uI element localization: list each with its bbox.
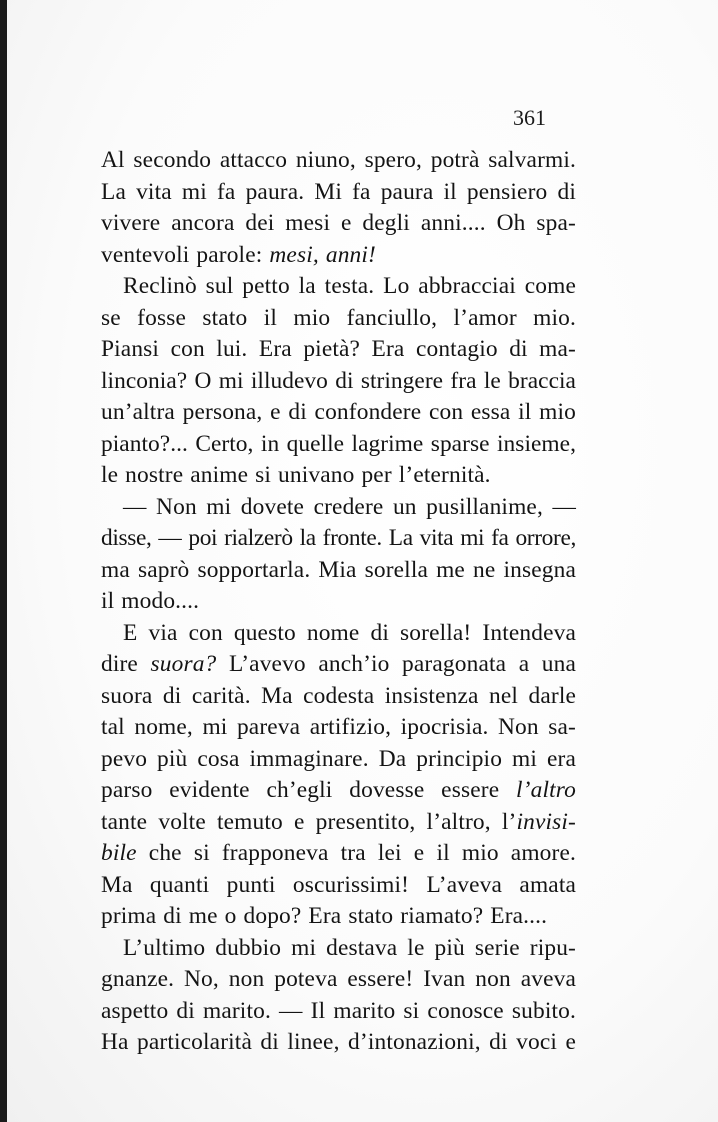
text-line: Ha particolarità di linee, d’intonazioni, di voci e (101, 1029, 576, 1055)
text-line: suora di carità. Ma codesta insistenza nel darle (101, 682, 576, 709)
text-line: tal nome, mi pareva artifizio, ipocrisia. Non sa- (101, 714, 576, 740)
text-line: se fosse stato il mio fanciullo, l’amor mio. (101, 304, 576, 331)
text-line: bile che si frapponeva tra lei e il mio amore. (101, 840, 576, 866)
text-line: tante volte temuto e presentito, l’altro, l’invisi- (101, 808, 576, 835)
text-line: vivere ancora dei mesi e degli anni.... Oh spa- (101, 210, 576, 236)
text-line: parso evidente ch’egli dovesse essere l’altro (101, 777, 576, 803)
text-line: le nostre anime si univano per l’eternità. (101, 462, 491, 488)
text-line: ventevoli parole: mesi, anni! (101, 241, 376, 268)
text-line: gnanze. No, non poteva essere! Ivan non aveva (101, 966, 576, 992)
page-binding-edge (0, 0, 7, 1122)
text-line: Reclinò sul petto la testa. Lo abbracciai come (123, 273, 576, 299)
text-line: E via con questo nome di sorella! Intendeva (123, 619, 576, 646)
text-line: un’altra persona, e di confondere con essa il mio (101, 399, 576, 425)
text-line: disse, — poi rialzerò la fronte. La vita mi fa orrore, (101, 525, 576, 551)
text-line: linconia? O mi illudevo di stringere fra le braccia (101, 367, 576, 394)
text-line: pianto?... Certo, in quelle lagrime sparse insieme, (101, 430, 576, 457)
text-line: La vita mi fa paura. Mi fa paura il pensiero di (101, 178, 576, 205)
text-line: il modo.... (101, 588, 200, 614)
page-number: 361 (513, 105, 546, 130)
text-line: pevo più cosa immaginare. Da principio mi era (101, 745, 576, 772)
body-text (101, 145, 576, 1059)
text-line: — Non mi dovete credere un pusillanime, — (123, 493, 576, 520)
text-line: L’ultimo dubbio mi destava le più serie ripu- (123, 934, 576, 961)
text-line: Al secondo attacco niuno, spero, potrà salvarmi. (101, 147, 576, 173)
text-line: prima di me o dopo? Era stato riamato? Era.... (101, 903, 548, 929)
text-line: Ma quanti punti oscurissimi! L’aveva amata (101, 871, 576, 898)
text-line: ma saprò sopportarla. Mia sorella me ne insegna (101, 556, 576, 583)
text-line: Piansi con lui. Era pietà? Era contagio di ma- (101, 336, 576, 362)
text-line: aspetto di marito. — Il marito si conosce subito. (101, 997, 576, 1024)
text-line: dire suora? L’avevo anch’io paragonata a una (101, 651, 576, 677)
